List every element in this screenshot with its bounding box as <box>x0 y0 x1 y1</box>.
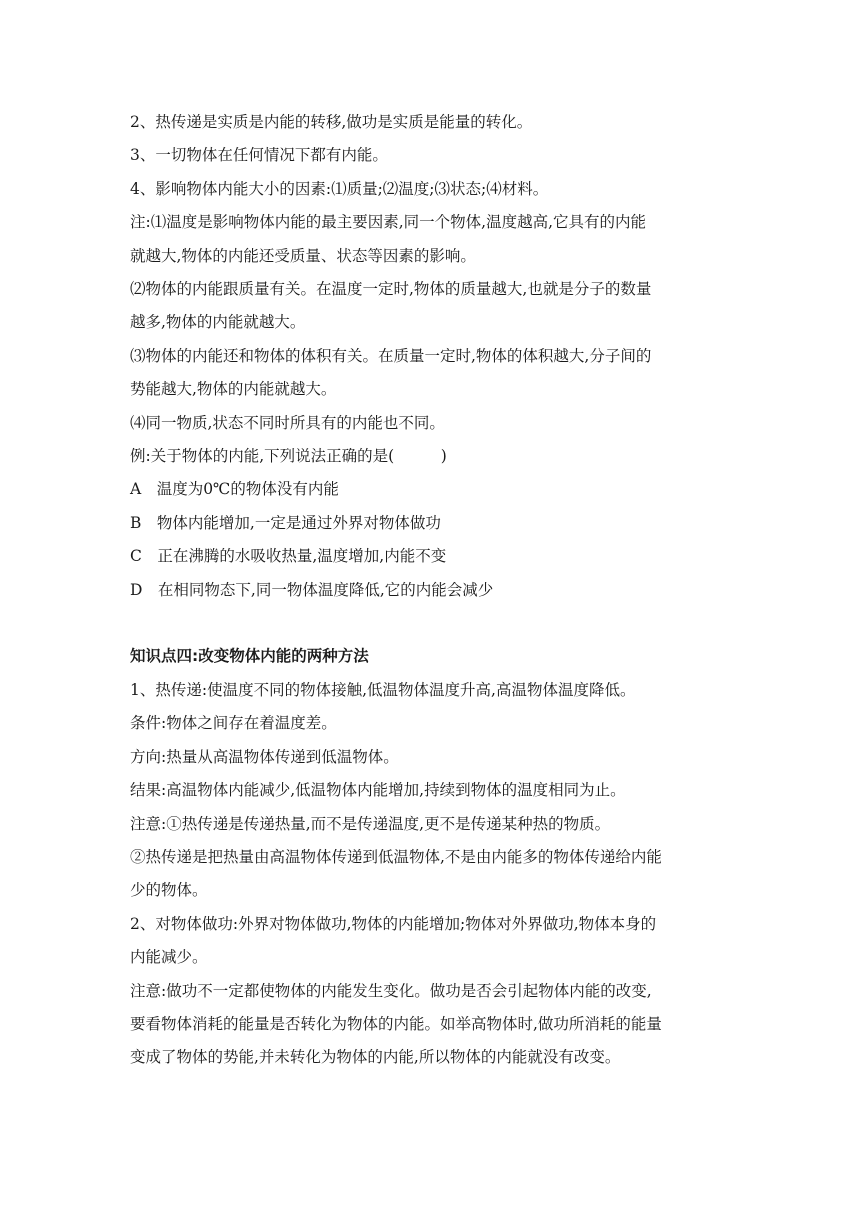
text-line: 2、热传递是实质是内能的转移,做功是实质是能量的转化。 <box>130 113 533 131</box>
section-heading: 知识点四:改变物体内能的两种方法 <box>130 647 369 666</box>
text-line: 结果:高温物体内能减少,低温物体内能增加,持续到物体的温度相同为止。 <box>130 781 626 800</box>
example-question: 例:关于物体的内能,下列说法正确的是( ) <box>130 447 447 466</box>
text-line: 注:⑴温度是影响物体内能的最主要因素,同一个物体,温度越高,它具有的内能 <box>130 213 647 232</box>
text-line: 2、对物体做功:外界对物体做功,物体的内能增加;物体对外界做功,物体本身的 <box>130 914 657 933</box>
text-line: 3、一切物体在任何情况下都有内能。 <box>130 146 388 165</box>
text-line: 势能越大,物体的内能就越大。 <box>130 380 337 399</box>
text-line: 变成了物体的势能,并未转化为物体的内能,所以物体的内能就没有改变。 <box>130 1048 621 1067</box>
text-line: 方向:热量从高温物体传递到低温物体。 <box>130 747 399 766</box>
example-option-b: B 物体内能增加,一定是通过外界对物体做功 <box>130 513 441 532</box>
section-spacer <box>130 607 740 640</box>
example-option-a: A 温度为0℃的物体没有内能 <box>130 480 339 499</box>
example-option-d: D 在相同物态下,同一物体温度降低,它的内能会减少 <box>130 580 494 599</box>
text-line: 条件:物体之间存在着温度差。 <box>130 714 337 733</box>
text-line: 注意:①热传递是传递热量,而不是传递温度,更不是传递某种热的物质。 <box>130 814 611 833</box>
document-page <box>130 106 740 1075</box>
text-line: ⑵物体的内能跟质量有关。在温度一定时,物体的质量越大,也就是分子的数量 <box>130 280 652 299</box>
text-line: 4、影响物体内能大小的因素:⑴质量;⑵温度;⑶状态;⑷材料。 <box>130 179 549 198</box>
text-line: ⑶物体的内能还和物体的体积有关。在质量一定时,物体的体积越大,分子间的 <box>130 346 652 365</box>
text-line: 要看物体消耗的能量是否转化为物体的内能。如举高物体时,做功所消耗的能量 <box>130 1014 662 1033</box>
text-line: 1、热传递:使温度不同的物体接触,低温物体温度升高,高温物体温度降低。 <box>130 680 636 699</box>
text-line: ⑷同一物质,状态不同时所具有的内能也不同。 <box>130 413 445 432</box>
example-option-c: C 正在沸腾的水吸收热量,温度增加,内能不变 <box>130 547 447 566</box>
text-line: 就越大,物体的内能还受质量、状态等因素的影响。 <box>130 246 476 265</box>
text-line: 注意:做功不一定都使物体的内能发生变化。做功是否会引起物体内能的改变, <box>130 981 652 1000</box>
text-line: ②热传递是把热量由高温物体传递到低温物体,不是由内能多的物体传递给内能 <box>130 847 662 866</box>
text-line: 内能减少。 <box>130 948 208 967</box>
text-line: 少的物体。 <box>130 881 208 900</box>
text-line: 越多,物体的内能就越大。 <box>130 313 306 332</box>
